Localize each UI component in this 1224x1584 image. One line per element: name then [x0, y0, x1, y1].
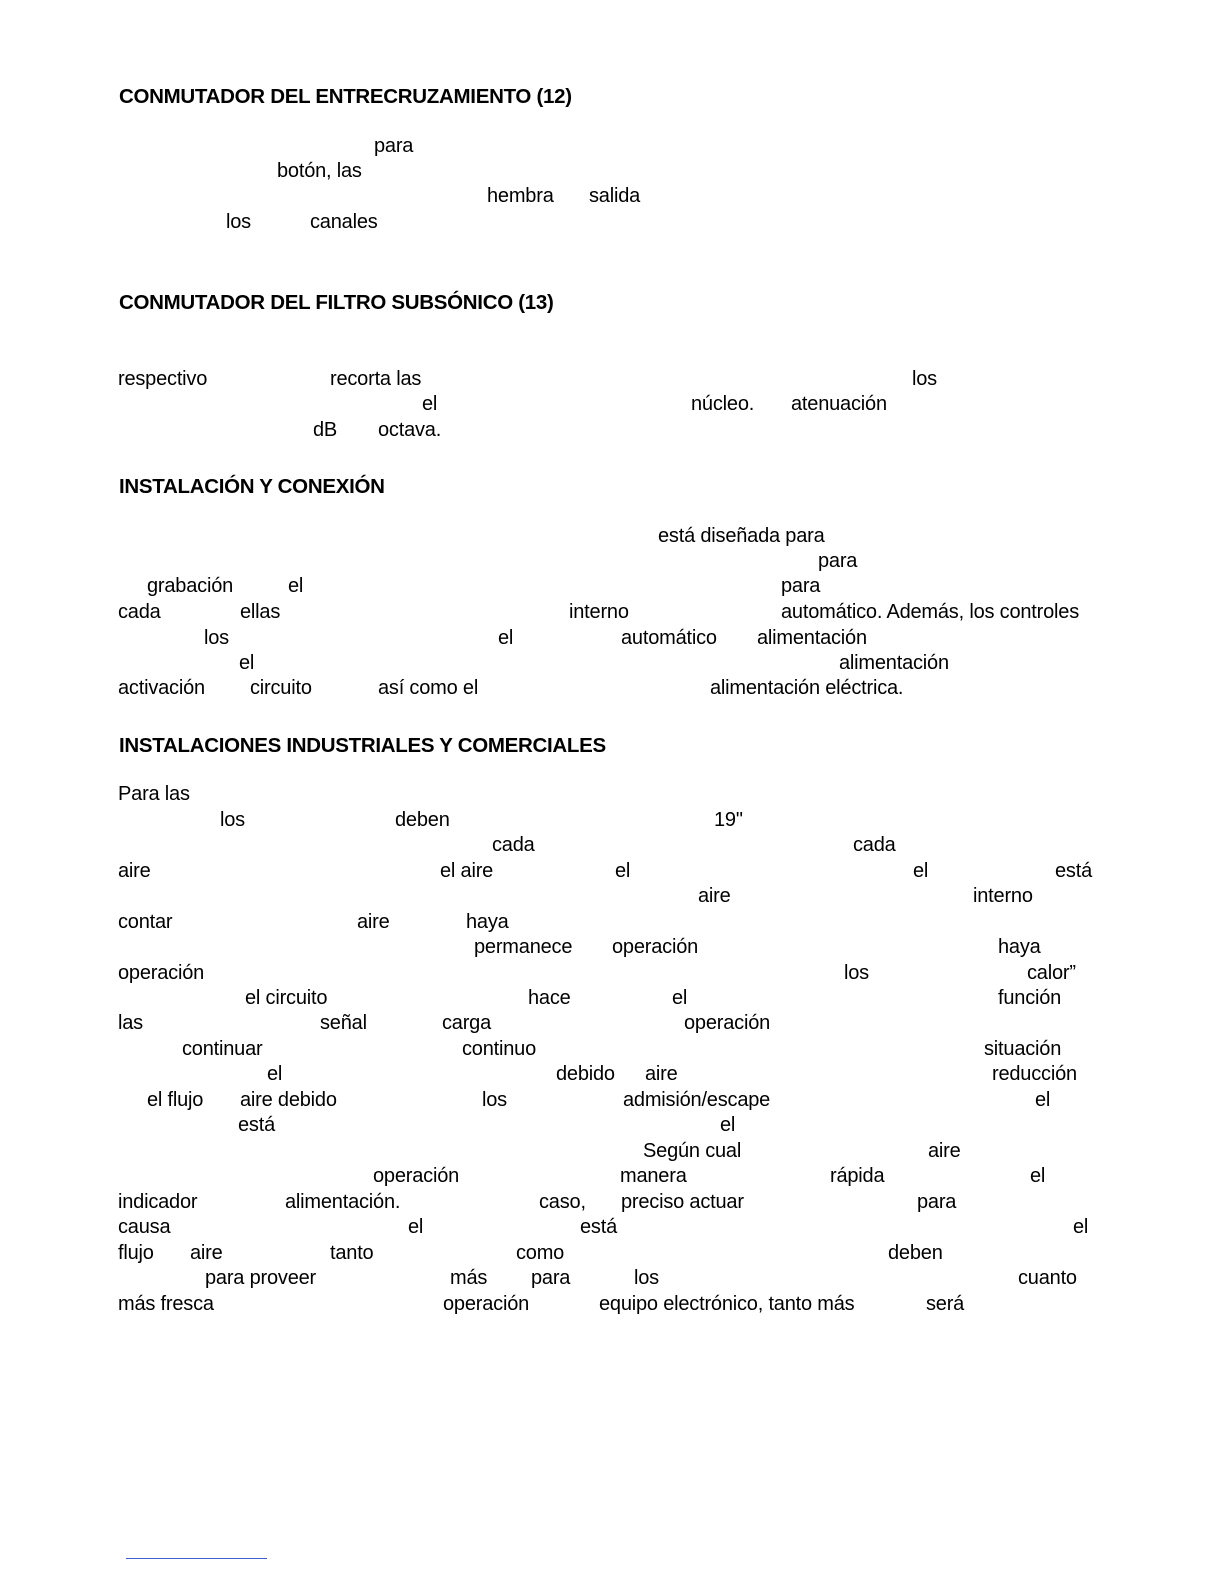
- body-word: aire: [118, 860, 151, 882]
- body-word: dB: [313, 419, 338, 441]
- body-word: los: [844, 962, 869, 984]
- body-word: rápida: [830, 1165, 885, 1187]
- body-word: el: [720, 1114, 736, 1136]
- body-word: el: [267, 1063, 283, 1085]
- body-word: admisión/escape: [623, 1089, 771, 1111]
- body-word: está: [238, 1114, 276, 1136]
- body-word: canales: [310, 211, 378, 233]
- body-word: para: [781, 575, 821, 597]
- body-word: deben: [888, 1242, 943, 1264]
- body-word: indicador: [118, 1191, 198, 1213]
- body-word: para: [917, 1191, 957, 1213]
- body-word: alimentación eléctrica.: [710, 677, 904, 699]
- body-word: reducción: [992, 1063, 1077, 1085]
- body-word: calor”: [1027, 962, 1076, 984]
- body-word: flujo: [118, 1242, 154, 1264]
- body-word: operación: [373, 1165, 460, 1187]
- body-word: Para las: [118, 783, 190, 805]
- body-word: el: [239, 652, 255, 674]
- body-word: cuanto: [1018, 1267, 1077, 1289]
- body-word: automático. Además, los controles: [781, 601, 1079, 623]
- body-word: el: [615, 860, 631, 882]
- body-word: activación: [118, 677, 205, 699]
- body-word: interno: [973, 885, 1033, 907]
- body-word: alimentación: [757, 627, 867, 649]
- body-word: las: [118, 1012, 143, 1034]
- body-word: circuito: [250, 677, 312, 699]
- body-word: hembra: [487, 185, 554, 207]
- body-word: está: [1055, 860, 1093, 882]
- body-word: los: [204, 627, 229, 649]
- body-word: el: [408, 1216, 424, 1238]
- body-word: aire: [645, 1063, 678, 1085]
- body-word: los: [634, 1267, 659, 1289]
- body-word: como: [516, 1242, 565, 1264]
- body-word: está: [580, 1216, 618, 1238]
- body-word: tanto: [330, 1242, 374, 1264]
- body-word: aire: [357, 911, 390, 933]
- body-word: 19": [714, 809, 743, 831]
- body-word: salida: [589, 185, 641, 207]
- body-word: situación: [984, 1038, 1062, 1060]
- body-word: haya: [998, 936, 1041, 958]
- body-word: caso,: [539, 1191, 586, 1213]
- body-word: aire: [698, 885, 731, 907]
- body-word: ellas: [240, 601, 281, 623]
- body-word: cada: [853, 834, 896, 856]
- body-word: los: [226, 211, 251, 233]
- body-word: debido: [556, 1063, 615, 1085]
- body-word: más: [450, 1267, 488, 1289]
- body-word: carga: [442, 1012, 492, 1034]
- body-word: manera: [620, 1165, 687, 1187]
- body-word: el: [1073, 1216, 1089, 1238]
- body-word: el: [498, 627, 514, 649]
- section-heading-industrial-commercial: INSTALACIONES INDUSTRIALES Y COMERCIALES: [119, 734, 606, 757]
- body-word: contar: [118, 911, 173, 933]
- body-word: el: [288, 575, 304, 597]
- footnote-divider: [126, 1558, 267, 1559]
- body-word: operación: [443, 1293, 530, 1315]
- body-word: núcleo.: [691, 393, 755, 415]
- body-word: continuar: [182, 1038, 263, 1060]
- body-word: para: [374, 135, 414, 157]
- body-word: para: [818, 550, 858, 572]
- body-word: los: [912, 368, 937, 390]
- body-word: grabación: [147, 575, 234, 597]
- body-word: señal: [320, 1012, 367, 1034]
- body-word: permanece: [474, 936, 573, 958]
- body-word: operación: [118, 962, 205, 984]
- body-word: operación: [612, 936, 699, 958]
- body-word: el: [913, 860, 929, 882]
- body-word: el circuito: [245, 987, 328, 1009]
- body-word: alimentación: [839, 652, 949, 674]
- body-word: para: [531, 1267, 571, 1289]
- body-word: así como el: [378, 677, 479, 699]
- body-word: más fresca: [118, 1293, 214, 1315]
- body-word: interno: [569, 601, 629, 623]
- body-word: alimentación.: [285, 1191, 401, 1213]
- section-heading-installation-connection: INSTALACIÓN Y CONEXIÓN: [119, 475, 385, 498]
- body-word: causa: [118, 1216, 171, 1238]
- body-word: botón, las: [277, 160, 362, 182]
- body-word: el: [1030, 1165, 1046, 1187]
- body-word: cada: [492, 834, 535, 856]
- body-word: el: [672, 987, 688, 1009]
- body-word: octava.: [378, 419, 442, 441]
- body-word: está diseñada para: [658, 525, 825, 547]
- body-word: será: [926, 1293, 965, 1315]
- body-word: continuo: [462, 1038, 537, 1060]
- body-word: hace: [528, 987, 571, 1009]
- body-word: operación: [684, 1012, 771, 1034]
- body-word: para proveer: [205, 1267, 316, 1289]
- body-word: respectivo: [118, 368, 208, 390]
- body-word: aire: [928, 1140, 961, 1162]
- body-word: el aire: [440, 860, 494, 882]
- body-word: haya: [466, 911, 509, 933]
- body-word: preciso actuar: [621, 1191, 744, 1213]
- body-word: equipo electrónico, tanto más: [599, 1293, 855, 1315]
- body-word: recorta las: [330, 368, 422, 390]
- body-word: los: [220, 809, 245, 831]
- body-word: Según cual: [643, 1140, 742, 1162]
- body-word: el: [422, 393, 438, 415]
- body-word: función: [998, 987, 1062, 1009]
- body-word: los: [482, 1089, 507, 1111]
- body-word: atenuación: [791, 393, 887, 415]
- body-word: aire: [190, 1242, 223, 1264]
- section-heading-crossover-switch: CONMUTADOR DEL ENTRECRUZAMIENTO (12): [119, 85, 572, 108]
- body-word: cada: [118, 601, 161, 623]
- body-word: el flujo: [147, 1089, 204, 1111]
- body-word: deben: [395, 809, 450, 831]
- body-word: el: [1035, 1089, 1051, 1111]
- body-word: aire debido: [240, 1089, 337, 1111]
- section-heading-subsonic-filter-switch: CONMUTADOR DEL FILTRO SUBSÓNICO (13): [119, 291, 554, 314]
- body-word: automático: [621, 627, 717, 649]
